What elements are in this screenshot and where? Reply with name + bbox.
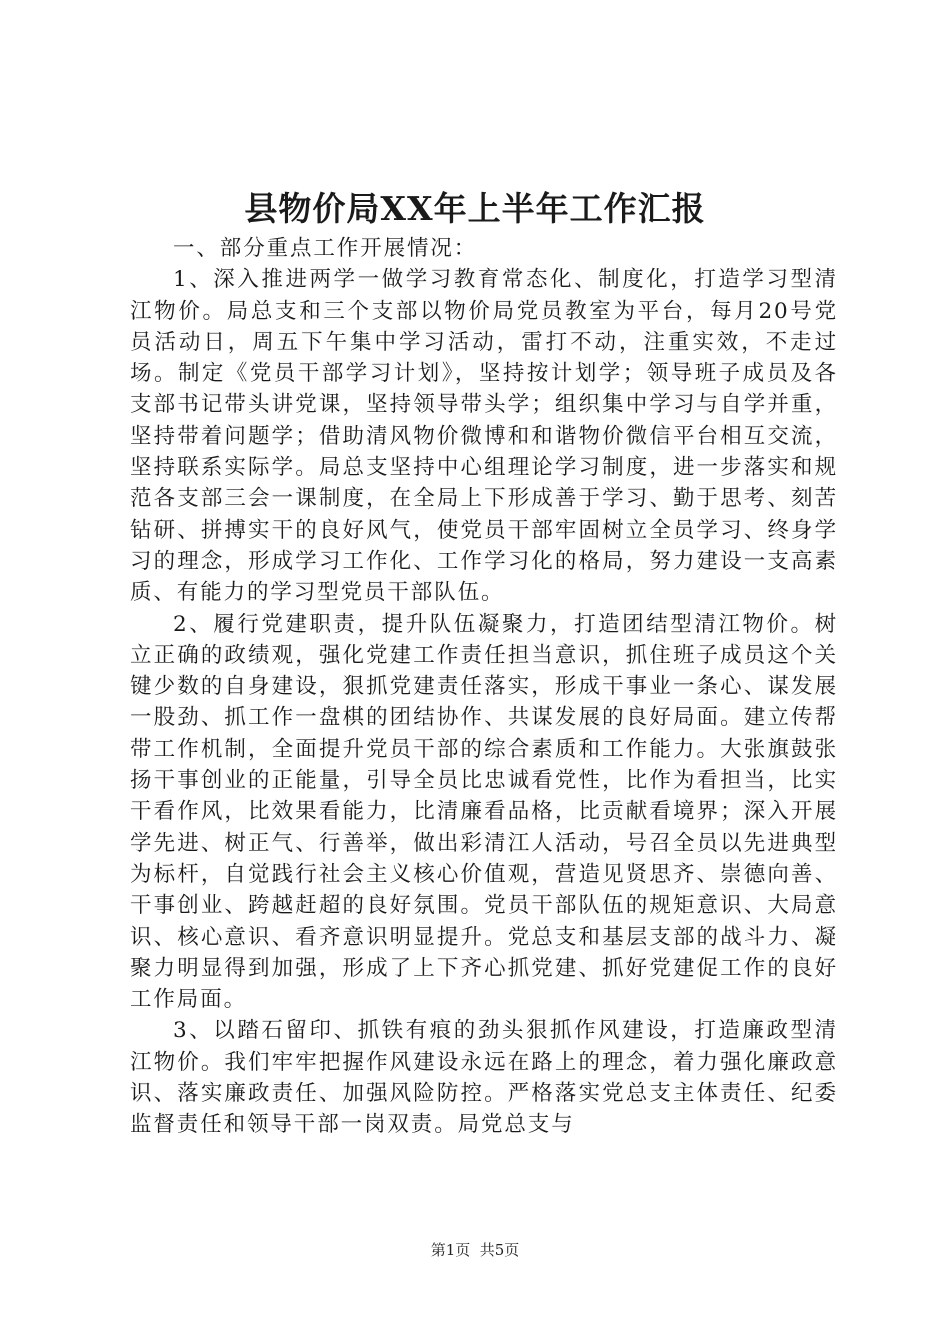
page-footer <box>0 1239 950 1261</box>
paragraph-1: 1、深入推进两学一做学习教育常态化、制度化，打造学习型清江物价。局总支和三个支部以物价局党员教室为平台，每月20号党员活动日，周五下午集中学习活动，雷打不动，注重实效，不走过场。制定《党员干部学习计划》，坚持按计划学；领导班子成员及各支部书记带头讲党课，坚持领导带头学；组织集中学习与自学并重，坚持带着问题学；借助清风物价微博和和谐物价微信平台相互交流，坚持联系实际学。局总支坚持中心组理论学习制度，进一步落实和规范各支部三会一课制度，在全局上下形成善于学习、勤于思考、刻苦钻研、拼搏实干的良好风气，使党员干部牢固树立全员学习、终身学习的理念，形成学习工作化、工作学习化的格局，努力建设一支高素质、有能力的学习型党员干部队伍。 <box>130 267 838 606</box>
document-title: 县物价局XX年上半年工作汇报 <box>244 189 706 228</box>
paragraph-2: 2、履行党建职责，提升队伍凝聚力，打造团结型清江物价。树立正确的政绩观，强化党建工作责任担当意识，抓住班子成员这个关键少数的自身建设，狠抓党建责任落实，形成干事业一条心、谋发展一股劲、抓工作一盘棋的团结协作、共谋发展的良好局面。建立传帮带工作机制，全面提升党员干部的综合素质和工作能力。大张旗鼓张扬干事创业的正能量，引导全员比忠诚看党性，比作为看担当，比实干看作风，比效果看能力，比清廉看品格，比贡献看境界；深入开展学先进、树正气、行善举，做出彩清江人活动，号召全员以先进典型为标杆，自觉践行社会主义核心价值观，营造见贤思齐、崇德向善、干事创业、跨越赶超的良好氛围。党员干部队伍的规矩意识、大局意识、核心意识、看齐意识明显提升。党总支和基层支部的战斗力、凝聚力明显得到加强，形成了上下齐心抓党建、抓好党建促工作的良好工作局面。 <box>130 611 838 1013</box>
section-heading: 一、部分重点工作开展情况： <box>173 236 478 261</box>
paragraph-3: 3、以踏石留印、抓铁有痕的劲头狠抓作风建设，打造廉政型清江物价。我们牢牢把握作风建设永远在路上的理念，着力强化廉政意识、落实廉政责任、加强风险防控。严格落实党总支主体责任、纪委监督责任和领导干部一岗双责。局党总支与 <box>130 1018 838 1138</box>
document-body <box>130 233 838 1141</box>
page-number: 第1页 共5页 <box>430 1241 520 1259</box>
